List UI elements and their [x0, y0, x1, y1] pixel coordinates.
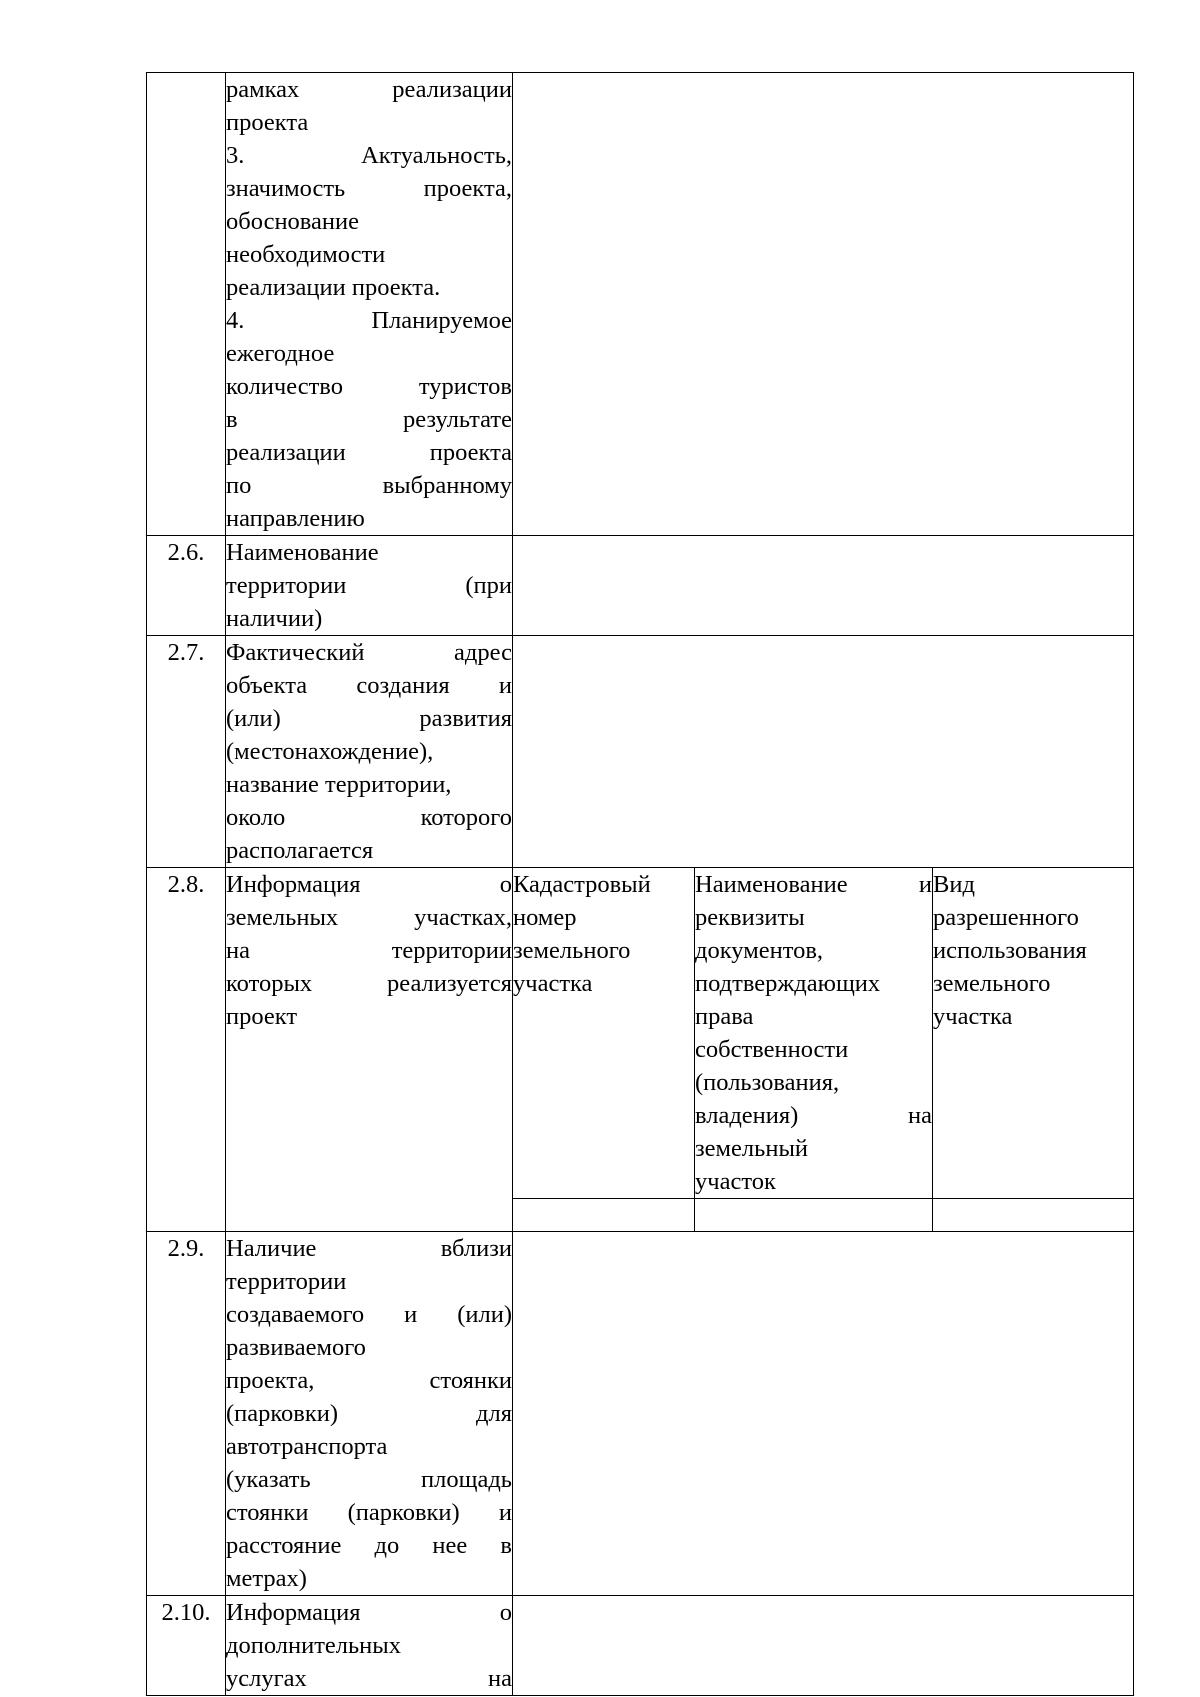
label-line: Фактический адрес: [226, 639, 512, 666]
row-label-cell: [226, 868, 513, 1232]
header-line: земельный: [695, 1135, 809, 1162]
label-line: развиваемого: [226, 1334, 366, 1361]
value-cell[interactable]: [513, 1596, 1134, 1696]
label-line: Наименование: [226, 539, 379, 566]
header-line: участка: [933, 1003, 1013, 1030]
label-line: расстояние до нее в: [226, 1532, 512, 1559]
column-header-permitted-use: [933, 868, 1134, 1199]
header-line: Вид: [933, 871, 975, 898]
row-label-cell: [226, 73, 513, 536]
header-line: земельного: [933, 970, 1051, 997]
label-line: Наличие вблизи: [226, 1235, 512, 1262]
label-line: земельных участках,: [226, 904, 512, 931]
label-line: около которого: [226, 804, 512, 831]
label-line: необходимости: [226, 241, 386, 268]
label-line: на территории: [226, 937, 512, 964]
label-line: объекта создания и: [226, 672, 512, 699]
label-line: значимость проекта,: [226, 175, 512, 202]
row-number: 2.9.: [147, 1232, 226, 1596]
label-line: 3. Актуальность,: [226, 142, 512, 169]
header-line: документов,: [695, 937, 824, 964]
label-line: реализации проекта.: [226, 274, 441, 301]
column-header-cadastral-number: [513, 868, 695, 1199]
header-line: собственности: [695, 1036, 849, 1063]
label-line: проект: [226, 1003, 298, 1030]
ownership-documents-value-cell[interactable]: [695, 1199, 933, 1232]
label-line: по выбранному: [226, 472, 512, 499]
label-line: стоянки (парковки) и: [226, 1499, 512, 1526]
table-row-2-10: [147, 1596, 1134, 1696]
label-line: услугах на: [226, 1665, 512, 1692]
header-line: участка: [513, 970, 593, 997]
table-row-2-9: [147, 1232, 1134, 1596]
cadastral-number-value-cell[interactable]: [513, 1199, 695, 1232]
label-line: дополнительных: [226, 1632, 402, 1659]
row-label-cell: [226, 1232, 513, 1596]
header-line: использования: [933, 937, 1087, 964]
header-line: реквизиты: [695, 904, 805, 931]
value-cell[interactable]: [513, 1232, 1134, 1596]
label-line: проекта, стоянки: [226, 1367, 512, 1394]
label-line: 4. Планируемое: [226, 307, 512, 334]
label-line: Информация о: [226, 1599, 512, 1626]
table-row-2-8: [147, 868, 1134, 1199]
header-line: (пользования,: [695, 1069, 840, 1096]
label-line: в результате: [226, 406, 512, 433]
table-row-2-6: [147, 536, 1134, 636]
label-line: обоснование: [226, 208, 360, 235]
header-line: права: [695, 1003, 754, 1030]
header-line: номер: [513, 904, 577, 931]
label-line: метрах): [226, 1565, 307, 1592]
label-line: ежегодное: [226, 340, 335, 367]
label-line: (указать площадь: [226, 1466, 512, 1493]
column-header-ownership-documents: [695, 868, 933, 1199]
row-number: 2.7.: [147, 636, 226, 868]
header-line: подтверждающих: [695, 970, 881, 997]
row-number-cell: [147, 73, 226, 536]
row-number: 2.6.: [147, 536, 226, 636]
label-line: территории: [226, 1268, 347, 1295]
label-line: располагается: [226, 837, 374, 864]
label-line: создаваемого и (или): [226, 1301, 512, 1328]
row-number: 2.8.: [147, 868, 226, 1232]
label-line: реализации проекта: [226, 439, 512, 466]
label-line: (парковки) для: [226, 1400, 512, 1427]
label-line: название территории,: [226, 771, 452, 798]
header-line: Наименование и: [695, 871, 932, 898]
value-cell[interactable]: [513, 73, 1134, 536]
table-row-2-7: [147, 636, 1134, 868]
header-line: земельного: [513, 937, 631, 964]
label-line: которых реализуется: [226, 970, 512, 997]
table-row-continuation: [147, 73, 1134, 536]
value-cell[interactable]: [513, 636, 1134, 868]
label-line: (или) развития: [226, 705, 512, 732]
label-line: наличии): [226, 605, 323, 632]
label-line: автотранспорта: [226, 1433, 388, 1460]
label-line: (местонахождение),: [226, 738, 434, 765]
label-line: рамках реализации: [226, 76, 512, 103]
label-line: Информация о: [226, 871, 512, 898]
label-line: направлению: [226, 505, 365, 532]
label-line: проекта: [226, 109, 309, 136]
header-line: владения) на: [695, 1102, 932, 1129]
permitted-use-value-cell[interactable]: [933, 1199, 1134, 1232]
row-label-cell: [226, 1596, 513, 1696]
row-number: 2.10.: [147, 1596, 226, 1696]
row-label-cell: [226, 636, 513, 868]
header-line: Кадастровый: [513, 871, 651, 898]
value-cell[interactable]: [513, 536, 1134, 636]
application-form-table: [146, 72, 1134, 1696]
header-line: участок: [695, 1168, 776, 1195]
header-line: разрешенного: [933, 904, 1079, 931]
row-label-cell: [226, 536, 513, 636]
label-line: количество туристов: [226, 373, 512, 400]
label-line: территории (при: [226, 572, 512, 599]
